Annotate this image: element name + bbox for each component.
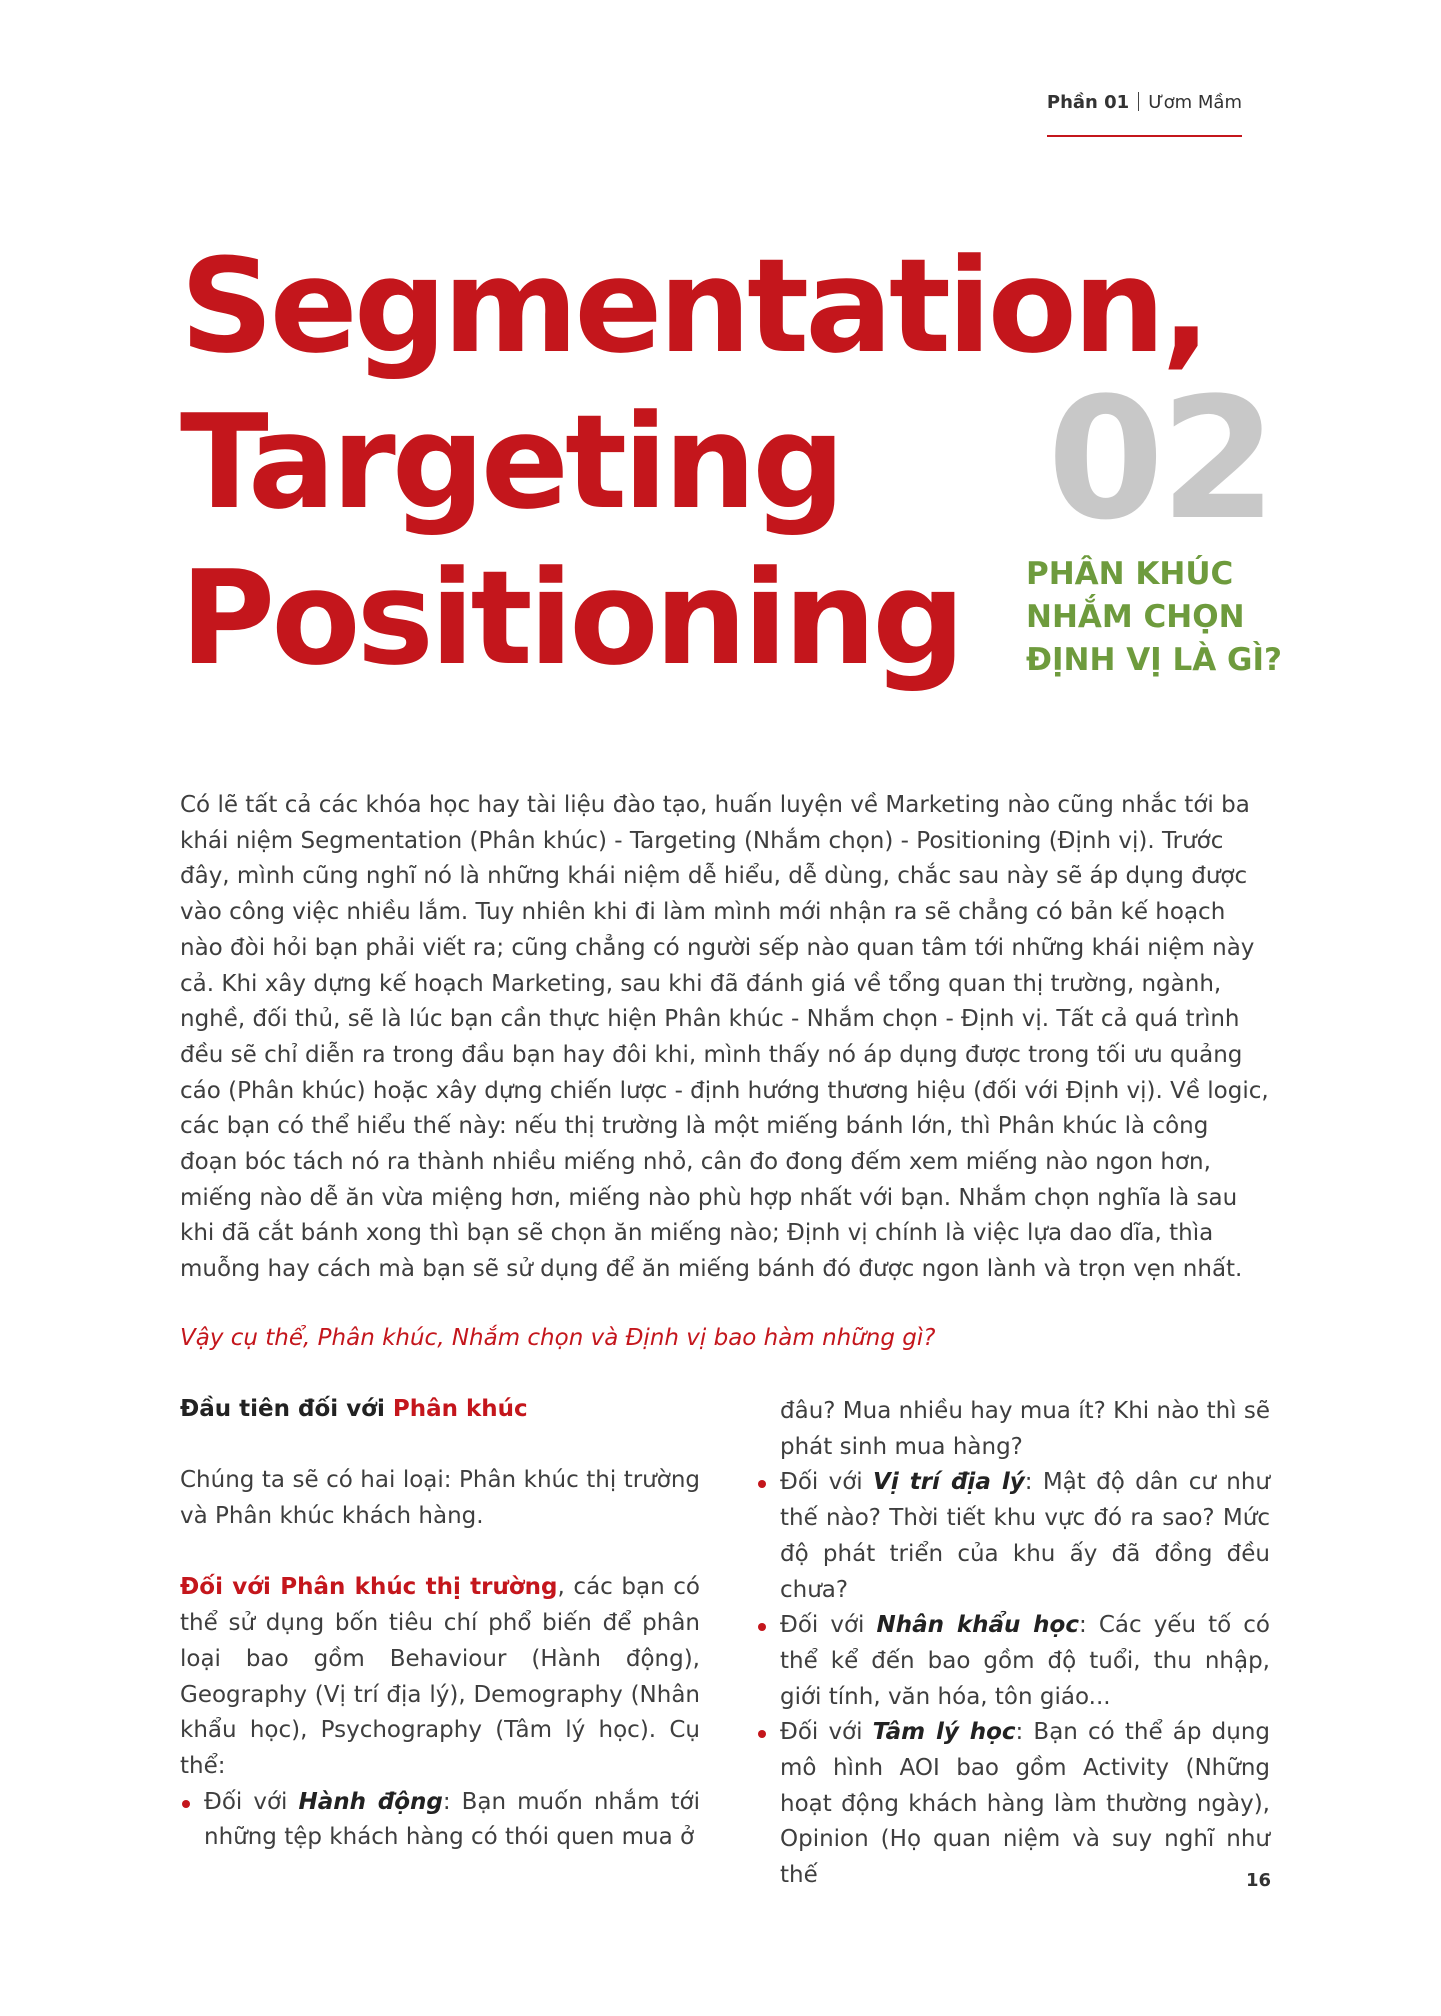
section-heading (180, 1392, 700, 1428)
title-line: Positioning (180, 542, 962, 694)
heading-prefix: Đầu tiên đối với (180, 1396, 393, 1422)
market-segment-lead: Đối với Phân khúc thị trường (180, 1574, 558, 1601)
subtitle-line: PHÂN KHÚC (1026, 556, 1234, 592)
bullet-term: Vị trí địa lý (873, 1469, 1025, 1496)
bullet-text: : Bạn có thể áp dụng mô hình AOI bao gồm Activity (Những hoạt động khách hàng làm thường ngày), Opinion (Họ quan niệm và suy nghĩ như thế (780, 1719, 1270, 1889)
title-line: Segmentation, (180, 230, 1207, 382)
list-item (180, 1785, 700, 1856)
part-label: Phần 01 (1046, 92, 1130, 113)
bullet-text: : Mật độ dân cư như thế nào? Thời tiết khu vực đó ra sao? Mức độ phát triển của khu ấy đã đồng đều chưa? (780, 1469, 1270, 1603)
bullet-dot (758, 1623, 766, 1631)
running-header (1047, 92, 1242, 113)
list-continuation: đâu? Mua nhiều hay mua ít? Khi nào thì sẽ phát sinh mua hàng? (780, 1398, 1270, 1460)
market-segment-text: , các bạn có thể sử dụng bốn tiêu chí phổ biến để phân loại bao gồm Behaviour (Hành động), Geography (Vị trí địa lý), Demography (Nhân khẩu học), Psychography (Tâm lý học). Cụ thể: (180, 1574, 700, 1779)
header-divider (1138, 92, 1139, 111)
bullet-prefix: Đối với (204, 1788, 299, 1815)
bullet-prefix: Đối với (780, 1469, 874, 1496)
subtitle-line: NHẮM CHỌN (1026, 599, 1245, 635)
chapter-subtitle (1026, 553, 1282, 682)
market-segment-paragraph (180, 1570, 700, 1784)
title-line: Targeting (180, 386, 842, 538)
types-paragraph: Chúng ta sẽ có hai loại: Phân khúc thị trường và Phân khúc khách hàng. (180, 1467, 700, 1530)
section-label: Ươm Mầm (1148, 92, 1242, 113)
list-item (756, 1715, 1270, 1894)
header-underline (1047, 135, 1242, 137)
question-line: Vậy cụ thể, Phân khúc, Nhắm chọn và Định vị bao hàm những gì? (180, 1325, 936, 1351)
bullet-term: Nhân khẩu học (876, 1612, 1079, 1639)
heading-highlight: Phân khúc (392, 1396, 528, 1422)
bullet-dot (758, 1480, 766, 1488)
list-item (756, 1608, 1270, 1715)
right-column (756, 1394, 1270, 1894)
page-number: 16 (1245, 1870, 1271, 1891)
bullet-dot (182, 1800, 190, 1808)
bullet-term: Hành động (298, 1788, 443, 1815)
left-column (180, 1392, 700, 1856)
criteria-list (756, 1465, 1270, 1893)
subtitle-line: ĐỊNH VỊ LÀ GÌ? (1026, 642, 1283, 678)
bullet-dot (758, 1730, 766, 1738)
bullet-prefix: Đối với (780, 1612, 877, 1639)
criteria-list (180, 1785, 700, 1856)
bullet-prefix: Đối với (780, 1719, 873, 1746)
bullet-text: : Bạn muốn nhắm tới những tệp khách hàng có thói quen mua ở (204, 1788, 700, 1851)
intro-paragraph: Có lẽ tất cả các khóa học hay tài liệu đào tạo, huấn luyện về Marketing nào cũng nhắc tới ba khái niệm Segmentation (Phân khúc) - Targeting (Nhắm chọn) - Positioning (Định vị). Trước đây, mình cũng nghĩ nó là những khái niệm dễ hiểu, dễ dùng, chắc sau này sẽ áp dụng được vào công việc nhiều lắm. Tuy nhiên khi đi làm mình mới nhận ra sẽ chẳng có bản kế hoạch nào đòi hỏi bạn phải viết ra; cũng chẳng có người sếp nào quan tâm tới những khái niệm này cả. Khi xây dựng kế hoạch Marketing, sau khi đã đánh giá về tổng quan thị trường, ngành, nghề, đối thủ, sẽ là lúc bạn cần thực hiện Phân khúc - Nhắm chọn - Định vị. Tất cả quá trình đều sẽ chỉ diễn ra trong đầu bạn hay đôi khi, mình thấy nó áp dụng được trong tối ưu quảng cáo (Phân khúc) hoặc xây dựng chiến lược - định hướng thương hiệu (đối với Định vị). Về logic, các bạn có thể hiểu thế này: nếu thị trường là một miếng bánh lớn, thì Phân khúc là công đoạn bóc tách nó ra thành nhiều miếng nhỏ, cân đo đong đếm xem miếng nào ngon hơn, miếng nào dễ ăn vừa miệng hơn, miếng nào phù hợp nhất với bạn. Nhắm chọn nghĩa là sau khi đã cắt bánh xong thì bạn sẽ chọn ăn miếng nào; Định vị chính là việc lựa dao dĩa, thìa muỗng hay cách mà bạn sẽ sử dụng để ăn miếng bánh đó được ngon lành và trọn vẹn nhất. (180, 792, 1269, 1283)
chapter-number: 02 (1047, 361, 1273, 557)
bullet-text: : Các yếu tố có thể kể đến bao gồm độ tuổi, thu nhập, giới tính, văn hóa, tôn giáo... (780, 1612, 1271, 1710)
list-item (756, 1465, 1270, 1608)
bullet-term: Tâm lý học (872, 1719, 1016, 1746)
